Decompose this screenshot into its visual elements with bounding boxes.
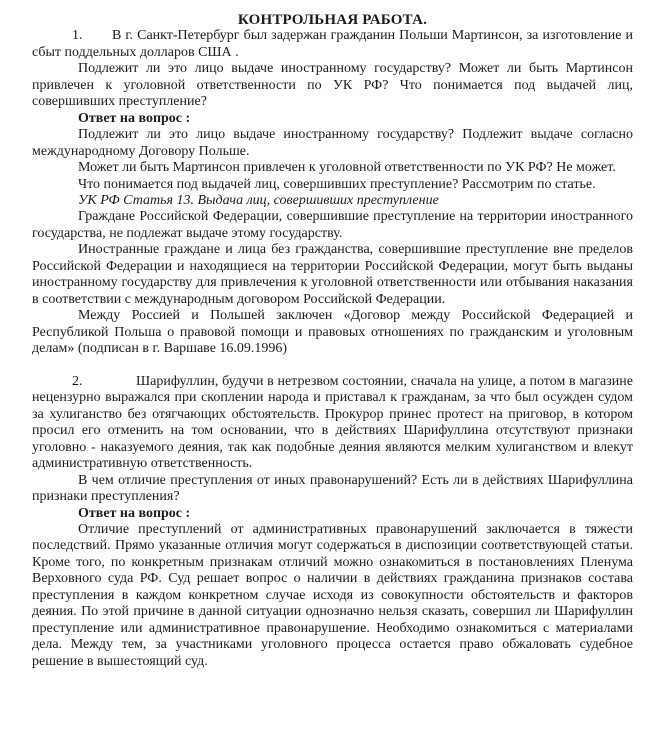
paragraph-text: Шарифуллин, будучи в нетрезвом состоянии, сначала на улице, а потом в магазине нецензурно выражался при скоплении народа и приставал к гражданам, за что был осужден судом за хулиганство без отягчающих обстоятельств. Прокурор принес протест на приговор, в котором просил его отменить на том основании, что в действиях Шарифуллина отсутствуют признаки уголовно - наказуемого деяния, так как подобные деяния являются мелким хулиганством и влекут административную ответственность. xyxy=(32,373,633,472)
paragraph xyxy=(32,374,633,473)
paragraph xyxy=(32,111,633,127)
paragraph xyxy=(32,522,633,670)
paragraph-text: Ответ на вопрос : xyxy=(78,110,191,126)
blank-line xyxy=(32,358,633,374)
paragraph xyxy=(32,177,633,193)
paragraph-text: УК РФ Статья 13. Выдача лиц, совершивших преступление xyxy=(78,192,439,208)
paragraph-text: Иностранные граждане и лица без гражданства, совершившие преступление вне пределов Российской Федерации и находящиеся на территории Российской Федерации, могут быть выданы иностранному государству для привлечения к уголовной ответственности или отбывания наказания в соответствии с международным договором Российской Федерации. xyxy=(32,242,633,307)
paragraph-text: В чем отличие преступления от иных правонарушений? Есть ли в действиях Шарифуллина признаки преступления? xyxy=(32,472,633,505)
paragraph-text: Между Россией и Польшей заключен «Договор между Российской Федерацией и Республикой Польша о правовой помощи и правовых отношениях по гражданским и уголовным делам» (подписан в г. Варшаве 16.09.1996) xyxy=(32,308,633,357)
document-body xyxy=(32,28,633,670)
paragraph xyxy=(32,308,633,357)
paragraph xyxy=(32,127,633,160)
paragraph-text: Ответ на вопрос : xyxy=(78,505,191,521)
paragraph-text: Отличие преступлений от административных правонарушений заключается в тяжести последствий. Прямо указанные отличия могут содержаться в диспозиции соответствующей статьи. Кроме того, по конкретным признакам отличий можно ознакомиться в постановлениях Пленума Верховного суда РФ. Суд решает вопрос о наличии в действиях гражданина признаков состава преступления в каждом конкретном случае исходя из совокупности обстоятельств и факторов деяния. По этой причине в данной ситуации однозначно нельзя сказать, совершил ли Шарифуллин преступление или административное правонарушение. Необходимо ознакомиться с материалами дела. Между тем, за участниками уголовного процесса остается право обжаловать судебное решение в вышестоящий суд. xyxy=(32,522,633,669)
paragraph xyxy=(32,193,633,209)
paragraph xyxy=(32,160,633,176)
paragraph-number: 2. xyxy=(72,373,83,389)
paragraph xyxy=(32,61,633,110)
paragraph-text: Что понимается под выдачей лиц, совершивших преступление? Рассмотрим по статье. xyxy=(78,176,596,192)
paragraph-text: Может ли быть Мартинсон привлечен к уголовной ответственности по УК РФ? Не может. xyxy=(78,160,616,176)
paragraph-text: Подлежит ли это лицо выдаче иностранному государству? Подлежит выдаче согласно международному Договору Польше. xyxy=(32,127,633,159)
paragraph xyxy=(32,209,633,242)
paragraph-number: 1. xyxy=(72,28,83,44)
paragraph xyxy=(32,473,633,506)
paragraph-text: Граждане Российской Федерации, совершившие преступление на территории иностранного государства, не подлежат выдаче этому государству. xyxy=(32,209,633,241)
paragraph xyxy=(32,506,633,522)
paragraph-text: Подлежит ли это лицо выдаче иностранному государству? Может ли быть Мартинсон привлечен к уголовной ответственности по УК РФ? Что понимается под выдачей лиц, совершивших преступление? xyxy=(32,61,633,110)
paragraph xyxy=(32,28,633,61)
document-title: КОНТРОЛЬНАЯ РАБОТА. xyxy=(237,12,428,28)
paragraph xyxy=(32,242,633,308)
paragraph-text: В г. Санкт-Петербург был задержан гражданин Польши Мартинсон, за изготовление и сбыт поддельных долларов США . xyxy=(32,28,633,60)
